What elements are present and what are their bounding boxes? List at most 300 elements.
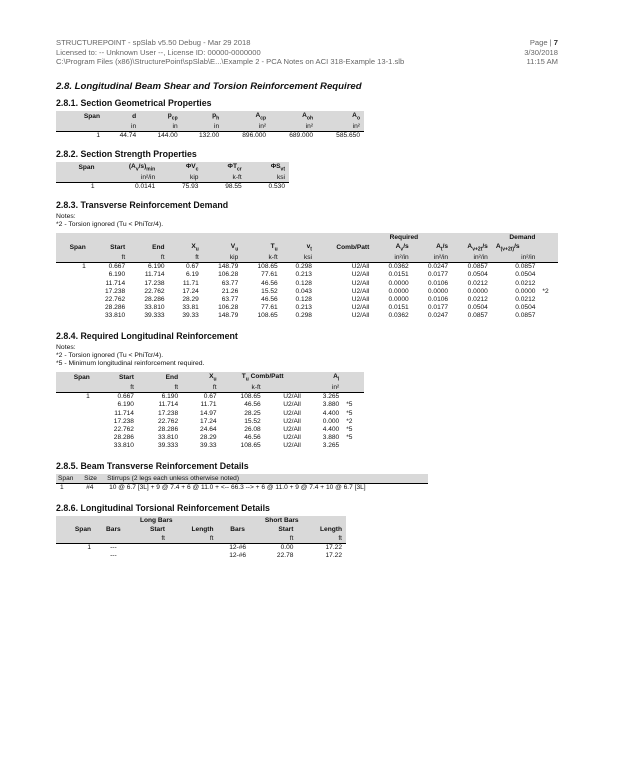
table-cell: 1 [60, 483, 64, 491]
table-row [56, 263, 558, 272]
col-vt: $v_t$ [282, 242, 316, 253]
table-cell: 0.128 [295, 295, 312, 303]
table-row [56, 434, 364, 442]
table-cell [343, 393, 364, 402]
col-span: Span [56, 474, 82, 484]
col-av-s: $A_v/s$ [373, 242, 412, 253]
table-cell: *5 [346, 409, 353, 417]
table-cell: 0.0504 [515, 304, 536, 312]
section-title-transverse-details: 2.8.5. Beam Transverse Reinforcement Details [56, 460, 249, 471]
geometry-rows [56, 132, 364, 141]
table-cell [56, 280, 90, 288]
header-page: Page | 7 [529, 38, 558, 47]
col-short-length: Length [297, 525, 346, 534]
unit-cell [95, 534, 132, 544]
table-cell: 0.0177 [427, 304, 449, 312]
table-cell: 1 [86, 393, 90, 401]
unit-cell: in²/in [413, 253, 452, 263]
table-row [56, 483, 428, 492]
table-cell [539, 271, 558, 279]
table-cell [56, 426, 94, 434]
table-cell: 75.93 [181, 182, 199, 190]
table-cell: 28.286 [144, 295, 165, 303]
table-cell: 4.400 [322, 409, 340, 417]
group-short-bars: Short Bars [218, 516, 347, 525]
table-cell: 28.25 [244, 409, 261, 417]
table-cell: 0.0247 [427, 312, 449, 320]
table-cell: 0.0000 [427, 287, 449, 295]
unit-cell: ft [138, 383, 182, 393]
table-cell: 0.0000 [388, 295, 409, 303]
table-cell: 0.0151 [388, 304, 409, 312]
table-cell [56, 410, 94, 418]
table-cell: *5 [346, 434, 353, 442]
table-cell: 0.0504 [467, 271, 488, 279]
table-cell: 896.000 [242, 132, 267, 140]
table-cell: 0.0000 [467, 287, 488, 295]
header-time: 11:15 AM [526, 57, 558, 67]
table-cell [56, 296, 90, 304]
col-short-bars: Bars [218, 525, 258, 534]
unit-cell [539, 253, 558, 263]
table-cell [56, 418, 94, 426]
table-cell: 46.56 [244, 401, 261, 409]
table-cell: U2/All [283, 425, 301, 433]
table-cell: 108.65 [240, 442, 261, 450]
table-row [56, 312, 558, 320]
table-cell: 44.74 [119, 132, 137, 140]
table-cell: 0.298 [295, 312, 312, 320]
table-cell: 28.286 [113, 434, 134, 442]
table-cell: 17.24 [182, 287, 199, 295]
table-cell: 0.0000 [388, 279, 409, 287]
table-cell: 46.56 [244, 434, 261, 442]
transverse-demand-table [56, 233, 558, 321]
table-cell: 28.286 [157, 425, 179, 433]
col-av2at-s: $A_{v+2t}/s$ [452, 242, 492, 253]
col-span: Span [56, 162, 99, 173]
table-cell: 0.0106 [427, 279, 449, 287]
table-row [56, 304, 558, 312]
col-tu: $T_u$ [242, 242, 281, 253]
table-cell: U2/All [283, 401, 301, 409]
table-cell: *5 [346, 425, 353, 433]
table-cell: 0.128 [295, 279, 312, 287]
table-cell: U2/All [351, 287, 370, 295]
col-al: $A_l$ [305, 372, 343, 383]
table-cell: U2/All [283, 417, 301, 425]
table-cell: 144.00 [157, 132, 178, 140]
table-cell: 0.0212 [467, 279, 488, 287]
col-span: Span [56, 372, 94, 383]
table-cell: 585.650 [336, 132, 360, 140]
table-row [56, 288, 558, 296]
table-row [56, 401, 364, 409]
table-cell: 0.0857 [467, 312, 488, 320]
table-row [56, 442, 364, 450]
section-title-geometry: 2.8.1. Section Geometrical Properties [56, 98, 212, 108]
table-cell: 0.530 [268, 182, 285, 190]
table-cell [56, 434, 94, 442]
group-demand: Demand [492, 233, 540, 242]
col-long-length: Length [169, 525, 218, 534]
table-cell: 22.762 [113, 425, 134, 433]
table-cell [539, 280, 558, 288]
table-cell: 11.714 [158, 401, 179, 409]
table-cell: 689.000 [289, 132, 314, 140]
table-cell: *2 [346, 417, 353, 425]
table-cell: 10 @ 6.7 [3L] + 9 @ 7.4 + 6 @ 11.0 + <-- 66.3 --> + 6 @ 11.0 + 9 @ 7.4 + 10 @ 6.7 [3L] [109, 483, 366, 491]
col-demand-av2at-s: $A_{(v+2t)}/s$ [492, 242, 540, 253]
col-stirrups: Stirrups (2 legs each unless otherwise noted) [105, 474, 428, 484]
col-span: Span [56, 525, 95, 534]
unit-cell: ft [169, 253, 203, 263]
table-cell: 0.00 [280, 543, 294, 551]
table-cell: 17.24 [200, 417, 217, 425]
table-cell: 3.880 [322, 434, 340, 442]
table-cell: U2/All [351, 295, 370, 303]
table-cell: 39.333 [157, 442, 179, 450]
table-cell: 108.65 [257, 312, 278, 320]
table-cell [56, 401, 94, 409]
longitudinal-table [56, 372, 364, 451]
table-row [56, 280, 558, 288]
table-cell [56, 288, 90, 296]
table-cell: 11.714 [105, 279, 126, 287]
table-cell: 17.22 [325, 543, 342, 551]
table-cell: 11.71 [200, 401, 217, 409]
table-cell: 0.0106 [427, 295, 449, 303]
unit-cell: kip [203, 253, 242, 263]
table-cell: 0.0362 [388, 312, 409, 320]
col-span: Span [56, 111, 104, 122]
table-cell: 1 [87, 543, 92, 551]
unit-cell [265, 383, 305, 393]
col-start: Start [90, 242, 129, 253]
unit-cell: ft [129, 253, 168, 263]
table-cell: 1 [96, 132, 100, 140]
col-aoh: $A_{oh}$ [270, 111, 317, 122]
table-cell: 4.400 [322, 425, 340, 433]
table-cell [132, 543, 169, 552]
table-cell: 6.190 [161, 393, 179, 401]
table-cell: 0.0247 [427, 263, 449, 271]
torsional-table [56, 516, 346, 560]
col-short-start: Start [258, 525, 298, 534]
table-cell: 3.265 [322, 393, 340, 401]
table-row [56, 132, 364, 141]
section-title-torsional: 2.8.6. Longitudinal Torsional Reinforcement Details [56, 502, 270, 513]
table-cell [343, 442, 364, 450]
table-cell: 6.190 [108, 271, 126, 279]
table-row [56, 426, 364, 434]
section-title-longitudinal: 2.8.4. Required Longitudinal Reinforcement [56, 330, 238, 341]
table-cell: 63.77 [221, 279, 239, 287]
col-at-s: $A_t/s$ [413, 242, 452, 253]
table-cell: 0.0000 [388, 287, 409, 295]
col-long-bars: Bars [95, 525, 132, 534]
table-cell: 6.19 [186, 271, 199, 279]
report-page [56, 38, 558, 560]
notes-transverse: Notes: *2 - Torsion ignored (Tu < PhiTcr/4). [56, 213, 164, 229]
table-cell [56, 442, 94, 450]
table-cell: 33.810 [144, 304, 165, 312]
table-cell: 0.667 [108, 263, 126, 271]
unit-cell: ft [94, 383, 138, 393]
table-cell [132, 552, 169, 560]
unit-cell: ft [132, 534, 169, 544]
units-row [56, 383, 364, 393]
unit-cell [56, 173, 99, 183]
header-program: STRUCTUREPOINT - spSlab v5.50 Debug - Mar 29 2018 [56, 38, 251, 47]
table-row [56, 543, 346, 552]
units-row [56, 253, 558, 263]
table-cell: U2/All [351, 271, 370, 279]
unit-cell [218, 534, 258, 544]
unit-cell: in²/in [452, 253, 492, 263]
torsional-rows [56, 543, 346, 560]
col-end: End [138, 372, 182, 383]
table-cell: 77.61 [261, 304, 278, 312]
geometry-table [56, 111, 364, 141]
table-cell: 26.08 [244, 425, 261, 433]
unit-cell: in² [305, 383, 343, 393]
table-cell: 14.97 [200, 409, 217, 417]
table-row [56, 182, 289, 191]
table-cell: 6.190 [148, 263, 165, 271]
col-xu: $X_u$ [169, 242, 203, 253]
group-required: Required [316, 233, 492, 242]
col-phi-vc: $\Phi V_c$ [159, 162, 202, 173]
col-phi-tcr: $\Phi T_{cr}$ [202, 162, 245, 173]
table-cell: 46.56 [261, 295, 278, 303]
table-cell: 17.238 [157, 409, 179, 417]
table-cell: U2/All [283, 409, 301, 417]
unit-cell: in²/in [492, 253, 540, 263]
table-cell: 98.55 [225, 182, 242, 190]
table-cell: 106.28 [218, 304, 239, 312]
table-cell: 0.0151 [388, 271, 409, 279]
table-cell: 148.79 [218, 312, 239, 320]
unit-cell: k-ft [221, 383, 265, 393]
table-cell [56, 552, 95, 560]
table-cell [56, 304, 90, 312]
unit-cell [56, 534, 95, 544]
unit-cell: ft [182, 383, 220, 393]
unit-cell: ft [258, 534, 298, 544]
col-ph: $p_h$ [182, 111, 224, 122]
table-cell: 0.0000 [515, 287, 536, 295]
table-cell: 0.0857 [515, 312, 536, 320]
table-cell: U2/All [351, 312, 370, 320]
table-cell: *2 [542, 287, 549, 295]
strength-table [56, 162, 289, 192]
table-cell: 0.0504 [515, 271, 536, 279]
units-row [56, 122, 364, 132]
table-cell: 63.77 [221, 295, 239, 303]
unit-cell: ft [169, 534, 218, 544]
table-cell: 33.81 [182, 304, 199, 312]
col-size: Size [82, 474, 105, 484]
table-cell: 15.52 [244, 417, 261, 425]
table-cell: 46.56 [261, 279, 278, 287]
col-comb: Comb/Patt [316, 242, 373, 253]
table-cell: 106.28 [218, 271, 239, 279]
table-cell: 0.0212 [515, 295, 536, 303]
table-cell: 22.762 [104, 295, 126, 303]
table-cell [169, 552, 218, 560]
table-cell: 0.0141 [135, 182, 156, 190]
table-cell: 108.65 [257, 263, 278, 271]
unit-cell: in [182, 122, 224, 132]
table-row [56, 296, 558, 304]
unit-cell: kip [159, 173, 202, 183]
unit-cell [343, 383, 364, 393]
table-cell [56, 271, 90, 279]
table-cell: 33.810 [104, 312, 126, 320]
transverse-details-table [56, 474, 428, 492]
table-cell: --- [110, 551, 117, 559]
table-row [56, 410, 364, 418]
table-cell: 0.213 [295, 304, 312, 312]
col-pcp: $p_{cp}$ [140, 111, 182, 122]
table-cell: 17.238 [104, 287, 126, 295]
table-cell: 148.79 [218, 263, 239, 271]
table-cell: 6.190 [117, 401, 134, 409]
table-cell: 12-#6 [229, 543, 247, 551]
col-end: End [129, 242, 168, 253]
header-date: 3/30/2018 [524, 47, 558, 57]
longitudinal-rows [56, 393, 364, 451]
table-cell: 0.0212 [467, 295, 488, 303]
table-cell: 3.265 [322, 442, 340, 450]
table-cell: U2/All [351, 304, 370, 312]
units-row [56, 534, 346, 544]
table-cell [169, 543, 218, 552]
table-cell [56, 312, 90, 320]
group-long-bars: Long Bars [95, 516, 217, 525]
table-cell: 22.762 [157, 417, 179, 425]
col-span: Span [56, 242, 90, 253]
unit-cell: ft [297, 534, 346, 544]
table-cell: 0.0177 [427, 271, 449, 279]
transverse-details-rows [56, 483, 428, 492]
table-cell: 0.0857 [467, 263, 488, 271]
table-cell: 0.0212 [515, 279, 536, 287]
unit-cell: in²/in [99, 173, 160, 183]
col-acp: $A_{cp}$ [223, 111, 270, 122]
table-cell: U2/All [283, 442, 301, 450]
section-title-strength: 2.8.2. Section Strength Properties [56, 148, 197, 159]
unit-cell: ksi [282, 253, 316, 263]
page-header [56, 38, 558, 68]
table-cell: 39.33 [182, 312, 199, 320]
table-cell [539, 304, 558, 312]
table-cell: 39.333 [144, 312, 165, 320]
table-cell: 28.29 [182, 295, 199, 303]
table-cell: 22.78 [276, 551, 294, 559]
table-cell: 0.298 [295, 263, 312, 271]
table-cell: 0.667 [117, 393, 134, 401]
table-cell: U2/All [283, 434, 301, 442]
table-row [56, 393, 364, 402]
unit-cell: ft [90, 253, 129, 263]
table-cell: 39.33 [200, 442, 217, 450]
col-ao: $A_o$ [317, 111, 364, 122]
table-cell: 0.213 [295, 271, 312, 279]
table-cell: 1 [90, 182, 95, 190]
table-cell: U2/All [283, 393, 301, 401]
table-row [56, 552, 346, 560]
table-cell: 22.762 [144, 287, 165, 295]
strength-rows [56, 182, 289, 191]
table-cell: 11.71 [182, 279, 199, 287]
notes-longitudinal: Notes: *2 - Torsion ignored (Tu < PhiTcr/4). *5 - Minimum longitudinal reinforcement required. [56, 343, 205, 368]
unit-cell [56, 122, 104, 132]
table-cell: 24.64 [200, 425, 217, 433]
col-d: d [104, 111, 140, 122]
col-xu: $X_u$ [182, 372, 220, 383]
unit-cell: in [104, 122, 140, 132]
table-cell: 11.714 [114, 409, 134, 417]
table-cell: 0.67 [203, 393, 217, 401]
table-cell: 77.61 [261, 271, 278, 279]
table-cell: #4 [86, 483, 94, 491]
transverse-demand-rows [56, 263, 558, 321]
table-cell: 17.22 [325, 551, 342, 559]
unit-cell: in² [317, 122, 364, 132]
table-cell: 17.238 [144, 279, 165, 287]
table-cell: 132.00 [198, 132, 220, 140]
table-cell: 3.880 [322, 401, 340, 409]
table-cell: 0.043 [295, 287, 312, 295]
table-cell: 15.52 [261, 287, 278, 295]
table-cell: 28.286 [104, 304, 126, 312]
table-cell: 12-#6 [229, 551, 247, 559]
table-cell [539, 312, 558, 320]
unit-cell: in [140, 122, 182, 132]
unit-cell: in² [270, 122, 317, 132]
table-cell [539, 296, 558, 304]
col-start: Start [94, 372, 138, 383]
col-avs-min: $(A_v/s)_{min}$ [99, 162, 160, 173]
table-cell: 17.238 [113, 417, 134, 425]
table-cell: U2/All [351, 279, 370, 287]
table-cell: 0.000 [322, 417, 340, 425]
table-cell: 0.67 [186, 263, 199, 271]
col-long-start: Start [132, 525, 169, 534]
header-license: Licensed to: -- Unknown User --, License ID: 00000-0000000 [56, 47, 261, 57]
table-cell: 28.29 [200, 434, 217, 442]
header-file-path: C:\Program Files (x86)\StructurePoint\spSlab\E...\Example 2 - PCA Notes on ACI 318-Example 13-1.slb [56, 57, 405, 67]
unit-cell: in²/in [373, 253, 412, 263]
units-row [56, 173, 289, 183]
unit-cell: k-ft [202, 173, 245, 183]
col-phi-svt: $\Phi S_{vt}$ [246, 162, 289, 173]
unit-cell [56, 253, 90, 263]
unit-cell: in² [223, 122, 270, 132]
unit-cell: k-ft [242, 253, 281, 263]
col-vu: $V_u$ [203, 242, 242, 253]
unit-cell [316, 253, 373, 263]
table-cell: 0.0362 [388, 263, 409, 271]
table-row [56, 418, 364, 426]
table-cell: 1 [82, 263, 86, 271]
table-cell: *5 [346, 401, 353, 409]
section-title-transverse-demand: 2.8.3. Transverse Reinforcement Demand [56, 200, 229, 211]
unit-cell [56, 383, 94, 393]
main-section-title: 2.8. Longitudinal Beam Shear and Torsion Reinforcement Required [56, 81, 362, 92]
